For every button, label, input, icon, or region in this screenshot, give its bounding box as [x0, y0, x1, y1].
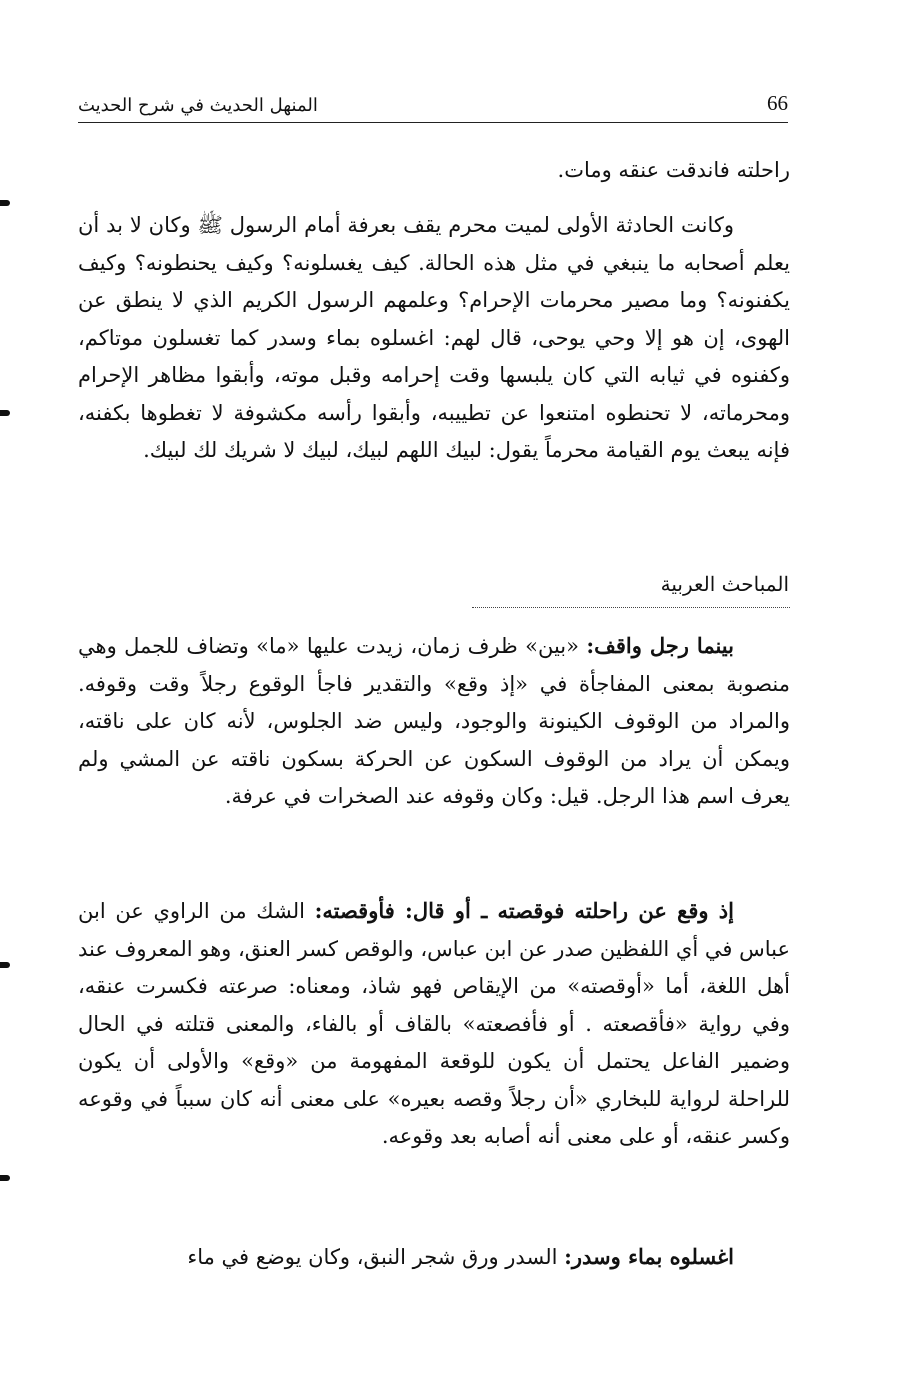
entry-term: اغسلوه بماء وسدر:	[564, 1244, 734, 1269]
entry-paragraph	[78, 892, 790, 1156]
continuation-line: راحلته فاندقت عنقه ومات.	[557, 158, 790, 182]
entry-text: «بين» ظرف زمان، زيدت عليها «ما» وتضاف للجمل وهي منصوبة بمعنى المفاجأة في «إذ وقع» والتقدير فاجأ الوقوع رجلاً وقت وقوفه. والمراد من الوقوف الكينونة والوجود، وليس ضد الجلوس، لأنه كان على ناقته، ويمكن أن يراد من الوقوف السكون عن الحركة بسكون ناقته عن المشي ولم يعرف اسم هذا الرجل. قيل: وكان وقوفه عند الصخرات في عرفة.	[78, 634, 790, 808]
scan-edge-mark	[0, 200, 10, 206]
entry-term: إذ وقع عن راحلته فوقصته ـ أو قال: فأوقصته:	[314, 898, 734, 923]
section-divider	[472, 607, 790, 608]
entry-paragraph	[78, 627, 790, 816]
page-number: 66	[767, 91, 788, 115]
entry-term: بينما رجل واقف:	[586, 633, 734, 658]
section-heading: المباحث العربية	[660, 572, 789, 596]
scan-edge-mark	[0, 962, 10, 968]
entry-text: الشك من الراوي عن ابن عباس في أي اللفظين صدر عن ابن عباس، والوقص كسر العنق، وهو المعروف عند أهل اللغة، أما «أوقصته» من الإيقاص فهو شاذ، ومعناه: صرعته فكسرت عنقه، وفي رواية «فأقصعته . أو فأفصعته» بالقاف أو بالفاء، والمعنى قتلته في الحال وضمير الفاعل يحتمل أن يكون للوقعة المفهومة من «وقع» والأولى أن يكون للراحلة لرواية للبخاري «أن رجلاً وقصه بعيره» على معنى أنه كان سبباً في وقوعه وكسر عنقه، أو على معنى أنه أصابه بعد وقوعه.	[78, 899, 790, 1148]
book-title: المنهل الحديث في شرح الحديث	[78, 95, 318, 116]
paragraph: وكانت الحادثة الأولى لميت محرم يقف بعرفة أمام الرسول ﷺ وكان لا بد أن يعلم أصحابه ما ينبغي في مثل هذه الحالة. كيف يغسلونه؟ وكيف يحنطونه؟ وكيف يكفنونه؟ وما مصير محرمات الإحرام؟ وعلمهم الرسول الكريم الذي لا ينطق عن الهوى، إن هو إلا وحي يوحى، قال لهم: اغسلوه بماء وسدر كما تغسلون موتاكم، وكفنوه في ثيابه التي كان يلبسها وقت إحرامه وقبل موته، وأبقوا مظاهر الإحرام ومحرماته، لا تحنطوه امتنعوا عن تطييبه، وأبقوا رأسه مكشوفة لا تغطوها بكفنه، فإنه يبعث يوم القيامة محرماً يقول: لبيك اللهم لبيك، لبيك لا شريك لك لبيك.	[78, 213, 790, 462]
entry-text: السدر ورق شجر النبق، وكان يوضع في ماء	[187, 1245, 565, 1269]
scan-edge-mark	[0, 1175, 10, 1181]
running-header	[78, 80, 788, 123]
scan-edge-mark	[0, 410, 10, 416]
entry-paragraph	[78, 1238, 790, 1277]
